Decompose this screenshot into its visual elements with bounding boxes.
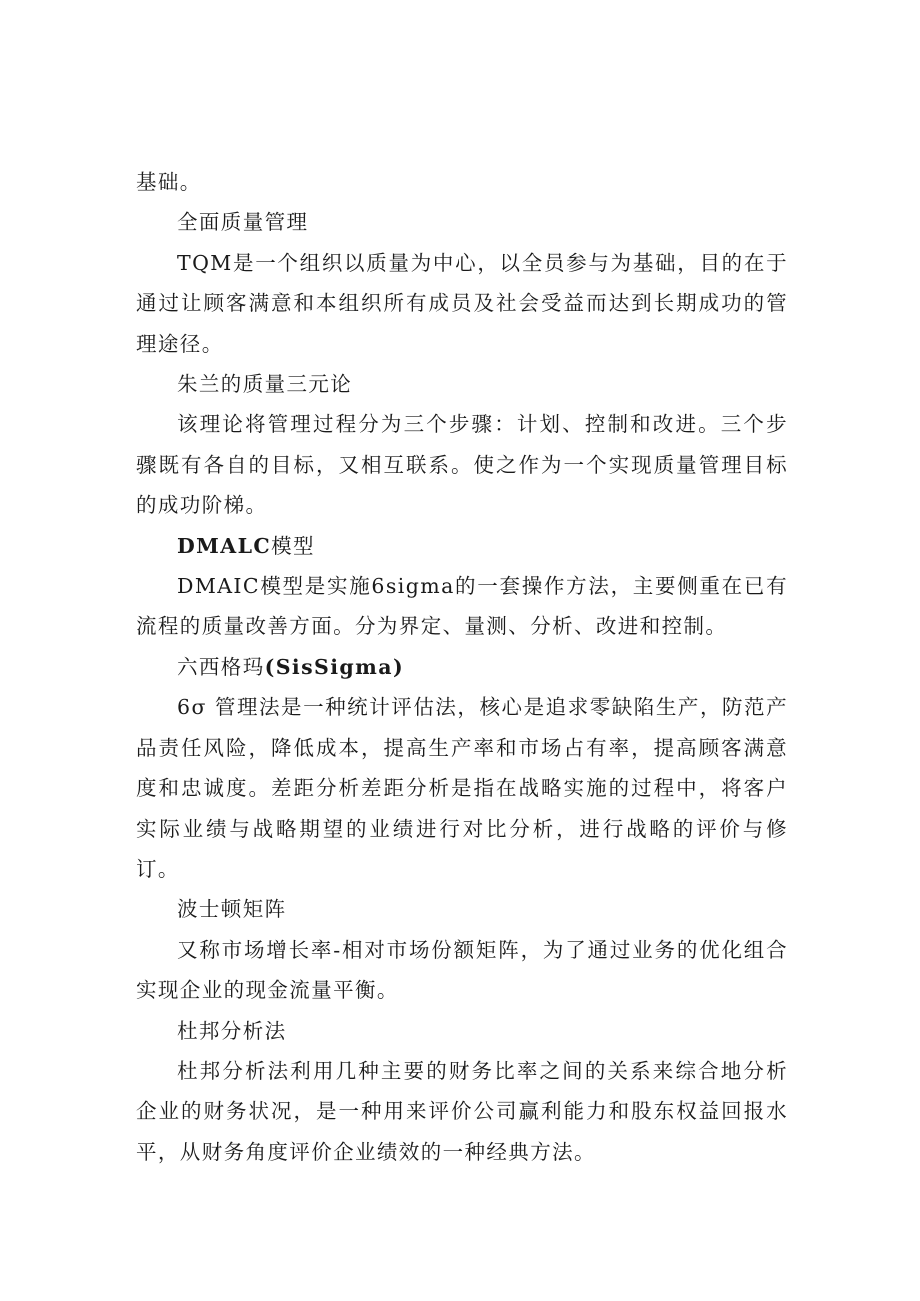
paragraph-tqm: TQM是一个组织以质量为中心，以全员参与为基础，目的在于通过让顾客满意和本组织所有成员及社会受益而达到长期成功的管理途径。 — [136, 250, 788, 356]
heading-dmalc — [136, 526, 788, 566]
heading-six-sigma — [136, 647, 788, 687]
paragraph-boston-matrix: 又称市场增长率-相对市场份额矩阵，为了通过业务的优化组合实现企业的现金流量平衡。 — [136, 937, 788, 1003]
document-body — [136, 162, 788, 1172]
heading-boston-matrix: 波士顿矩阵 — [177, 897, 287, 922]
heading-dupont-analysis: 杜邦分析法 — [177, 1018, 287, 1043]
heading-six-sigma-cn: 六西格玛 — [177, 654, 265, 679]
heading-dmalc-rest: 模型 — [271, 533, 315, 558]
paragraph-six-sigma: 6σ 管理法是一种统计评估法，核心是追求零缺陷生产，防范产品责任风险，降低成本，提高生产率和市场占有率，提高顾客满意度和忠诚度。差距分析差距分析是指在战略实施的过程中，将客户实际业绩与战略期望的业绩进行对比分析，进行战略的评价与修订。 — [136, 695, 788, 881]
paragraph-dupont-analysis: 杜邦分析法利用几种主要的财务比率之间的关系来综合地分析企业的财务状况，是一种用来评价公司赢利能力和股东权益回报水平，从财务角度评价企业绩效的一种经典方法。 — [136, 1058, 788, 1164]
paragraph-dmaic: DMAIC模型是实施6sigma的一套操作方法，主要侧重在已有流程的质量改善方面。分为界定、量测、分析、改进和控制。 — [136, 574, 788, 639]
heading-tqm: 全面质量管理 — [177, 210, 309, 235]
heading-dmalc-latin: DMALC — [177, 533, 272, 558]
heading-juran-trilogy: 朱兰的质量三元论 — [177, 372, 353, 397]
heading-six-sigma-latin: (SisSigma) — [264, 654, 405, 679]
paragraph-continuation: 基础。 — [136, 170, 202, 194]
paragraph-juran-trilogy: 该理论将管理过程分为三个步骤：计划、控制和改进。三个步骤既有各自的目标，又相互联系。使之作为一个实现质量管理目标的成功阶梯。 — [136, 412, 788, 518]
